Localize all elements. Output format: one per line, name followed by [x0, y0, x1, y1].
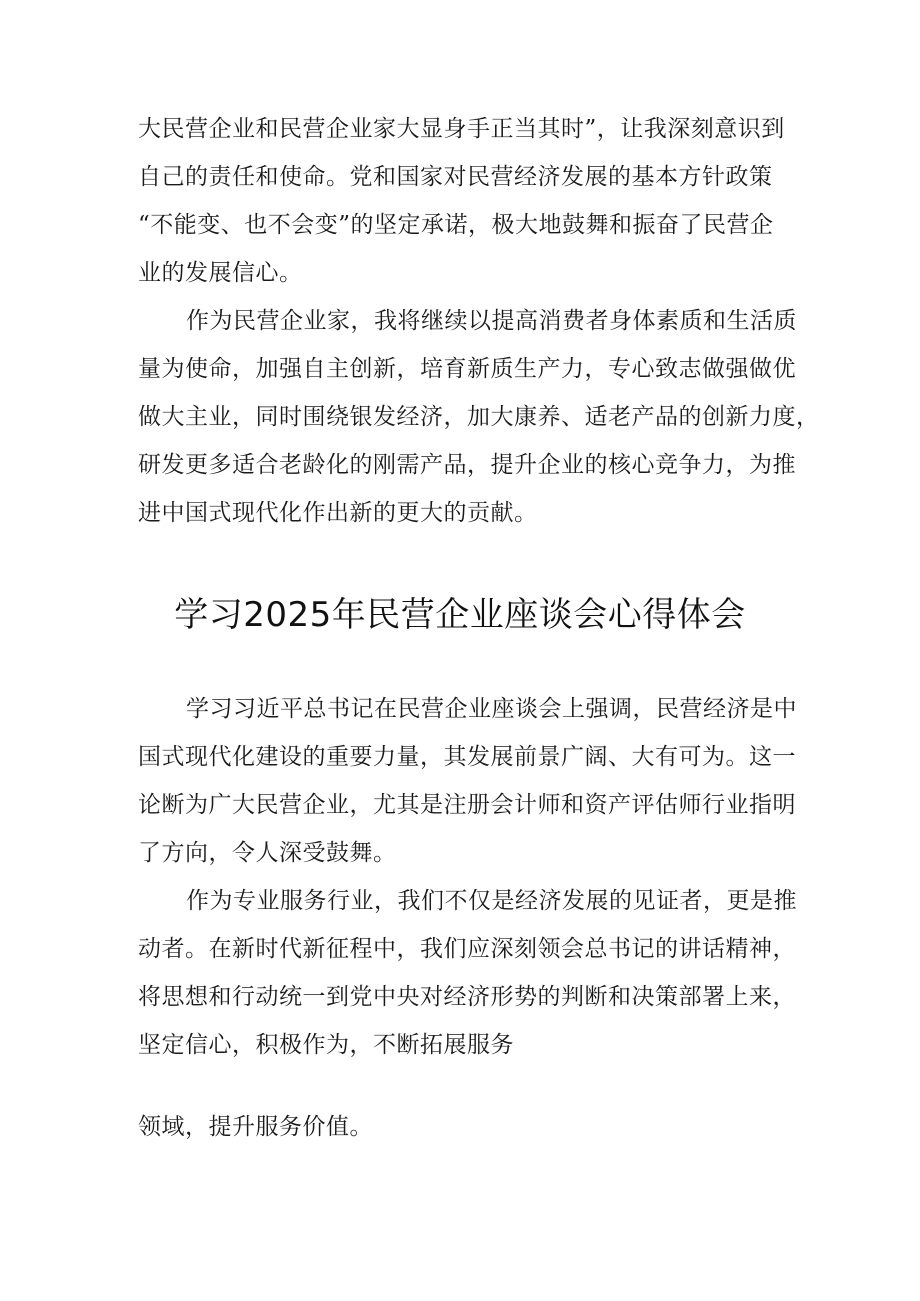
text-line: 研发更多适合老龄化的刚需产品，提升企业的核心竞争力，为推 [138, 452, 796, 478]
text-line: 动者。在新时代新征程中，我们应深刻领会总书记的讲话精神， [138, 936, 796, 962]
text-line: 论断为广大民营企业，尤其是注册会计师和资产评估师行业指明 [138, 792, 796, 818]
section-title: 学习2025年民营企业座谈会心得体会 [174, 595, 746, 635]
text-line: 作为民营企业家，我将继续以提高消费者身体素质和生活质 [186, 308, 797, 334]
text-line: 量为使命，加强自主创新，培育新质生产力，专心致志做强做优 [138, 356, 796, 382]
text-line: 做大主业，同时围绕银发经济，加大康养、适老产品的创新力度， [138, 404, 820, 430]
text-line: 将思想和行动统一到党中央对经济形势的判断和决策部署上来， [138, 984, 796, 1010]
text-line: “不能变、也不会变”的坚定承诺，极大地鼓舞和振奋了民营企 [138, 212, 774, 238]
text-line: 坚定信心，积极作为，不断拓展服务 [138, 1032, 514, 1058]
text-line: 作为专业服务行业，我们不仅是经济发展的见证者，更是推 [186, 888, 797, 914]
text-line: 了方向，令人深受鼓舞。 [138, 840, 397, 866]
text-line: 国式现代化建设的重要力量，其发展前景广阔、大有可为。这一 [138, 744, 796, 770]
text-line: 进中国式现代化作出新的更大的贡献。 [138, 500, 538, 526]
text-line: 学习习近平总书记在民营企业座谈会上强调，民营经济是中 [186, 696, 797, 722]
text-line: 业的发展信心。 [138, 260, 303, 286]
text-line: 自己的责任和使命。党和国家对民营经济发展的基本方针政策 [138, 164, 773, 190]
text-line: 大民营企业和民营企业家大显身手正当其时”，让我深刻意识到 [138, 116, 785, 142]
text-line: 领域，提升服务价值。 [138, 1114, 373, 1140]
